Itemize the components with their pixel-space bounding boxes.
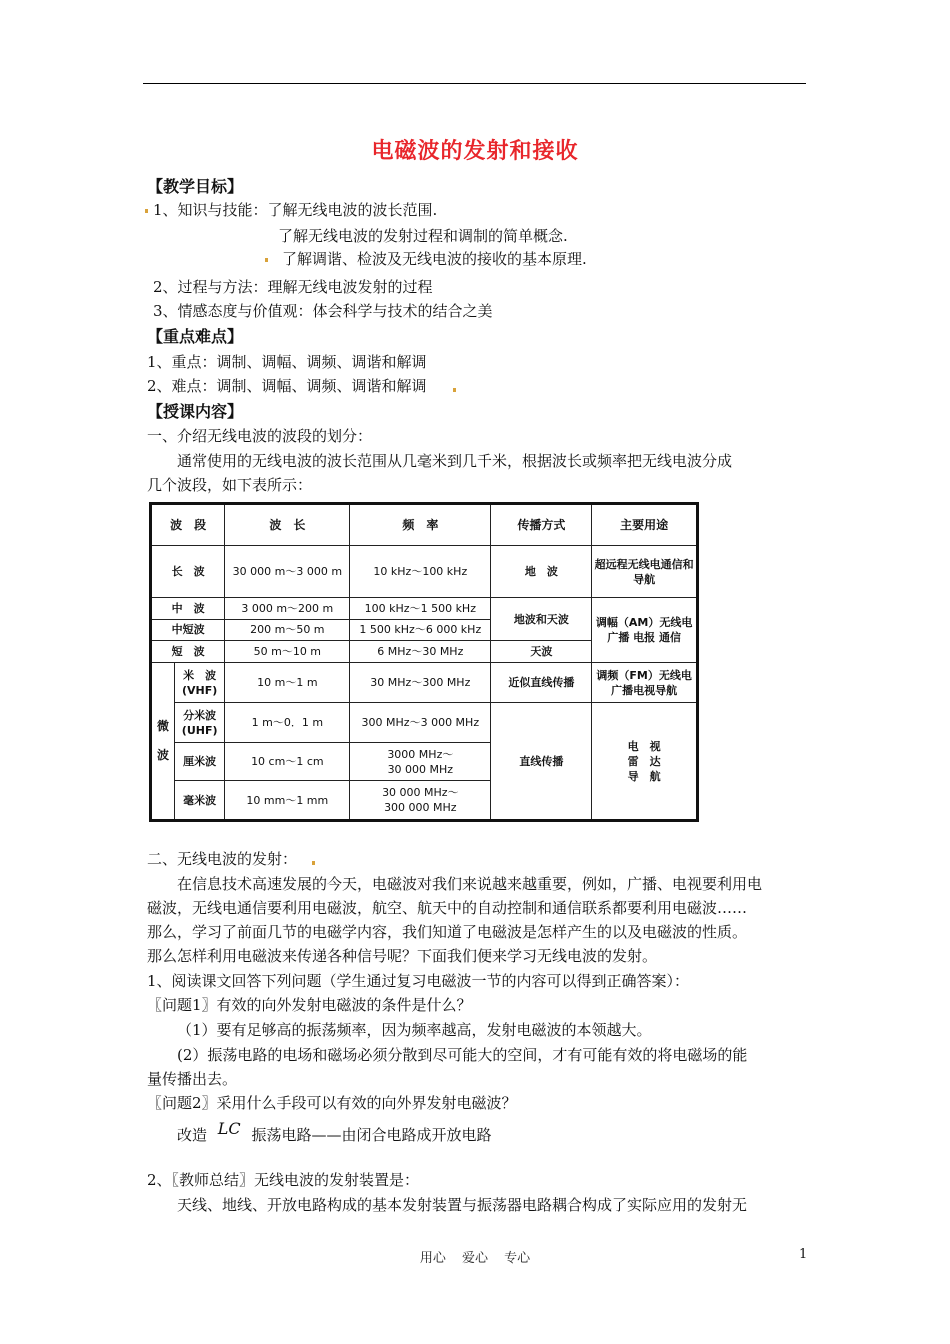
cell-wavelength: 10 mm～1 mm (225, 781, 350, 821)
summary-para: 天线、地线、开放电路构成的基本发射装置与振荡器电路耦合构成了实际应用的发射无 (177, 1196, 748, 1214)
cell-wavelength: 3 000 m～200 m (225, 598, 350, 620)
cell-microwave-label (151, 663, 175, 821)
cell-usage: 调幅（AM）无线电广播 电报 通信 (592, 598, 698, 663)
freq-line: 30 000 MHz (387, 762, 454, 776)
cell-wavelength: 1 m～0．1 m (225, 703, 350, 743)
cell-usage: 超远程无线电通信和导航 (592, 546, 698, 598)
table-header-row (151, 504, 698, 546)
goal-2: 2、过程与方法：理解无线电波发射的过程 (153, 278, 433, 296)
cell-wavelength: 10 cm～1 cm (225, 743, 350, 781)
col-usage: 主要用途 (592, 504, 698, 546)
cell-band (175, 703, 225, 743)
cell-band: 毫米波 (175, 781, 225, 821)
cell-wavelength: 200 m～50 m (225, 619, 350, 641)
cell-wavelength: 30 000 m～3 000 m (225, 546, 350, 598)
page-title: 电磁波的发射和接收 (371, 139, 579, 164)
cell-frequency (350, 743, 491, 781)
cell-band (175, 663, 225, 703)
mark-dot (453, 388, 456, 392)
footer-item: 用心 (419, 1251, 446, 1266)
lc-symbol: LC (217, 1119, 241, 1138)
part-1-para-line2: 几个波段，如下表所示： (147, 476, 313, 494)
answer-suffix: 振荡电路——由闭合电路成开放电路 (251, 1126, 492, 1144)
cell-frequency: 6 MHz～30 MHz (350, 641, 491, 663)
question-1-answer-1: （1）要有足够高的振荡频率，因为频率越高，发射电磁波的本领越大。 (177, 1021, 652, 1039)
col-wavelength: 波 长 (225, 504, 350, 546)
cell-propagation: 直线传播 (491, 703, 592, 821)
part-2-para-line3: 那么，学习了前面几节的电磁学内容，我们知道了电磁波是怎样产生的以及电磁波的性质。 (147, 923, 748, 941)
cell-band: 厘米波 (175, 743, 225, 781)
goal-3: 3、情感态度与价值观：体会科学与技术的结合之美 (153, 302, 493, 320)
teacher-summary: 2、〖教师总结〗无线电波的发射装置是： (147, 1171, 420, 1189)
cell-usage: 调频（FM）无线电广播电视导航 (592, 663, 698, 703)
cell-band: 中 波 (151, 598, 225, 620)
col-propagation: 传播方式 (491, 504, 592, 546)
freq-line: 3000 MHz～ (387, 747, 454, 761)
col-band: 波 段 (151, 504, 225, 546)
freq-line: 30 000 MHz～ (382, 786, 459, 799)
table-row (151, 663, 698, 703)
band-code: (UHF) (181, 723, 218, 737)
part-2-heading: 二、无线电波的发射： (147, 850, 298, 868)
usage-item: 导 航 (627, 769, 661, 783)
question-2-answer (177, 1119, 492, 1145)
cell-wavelength: 50 m～10 m (225, 641, 350, 663)
cell-band: 中短波 (151, 619, 225, 641)
table-row (151, 546, 698, 598)
microwave-char: 波 (156, 748, 169, 762)
goals-heading: 【教学目标】 (147, 177, 244, 196)
cell-propagation: 天波 (491, 641, 592, 663)
key-heading: 【重点难点】 (147, 327, 244, 346)
question-1-answer-2-cont: 量传播出去。 (147, 1070, 238, 1088)
cell-wavelength: 10 m～1 m (225, 663, 350, 703)
footer-item: 爱心 (461, 1251, 488, 1266)
cell-band: 长 波 (151, 546, 225, 598)
table-row (151, 598, 698, 620)
usage-item: 雷 达 (627, 754, 661, 768)
part-2-para-line1: 在信息技术高速发展的今天，电磁波对我们来说越来越重要，例如，广播、电视要利用电 (177, 875, 763, 893)
part-1-heading: 一、介绍无线电波的波段的划分： (147, 427, 373, 445)
answer-prefix: 改造 (177, 1126, 208, 1144)
part-2-para-line2: 磁波，无线电通信要利用电磁波，航空、航天中的自动控制和通信联系都要利用电磁波…… (147, 899, 748, 917)
table-row (151, 703, 698, 743)
cell-propagation: 地 波 (491, 546, 592, 598)
freq-line: 300 000 MHz (384, 801, 457, 814)
usage-item: 电 视 (627, 739, 661, 753)
microwave-char: 微 (156, 719, 169, 733)
cell-frequency: 100 kHz～1 500 kHz (350, 598, 491, 620)
goal-1c: 了解调谐、检波及无线电波的接收的基本原理. (282, 250, 587, 268)
mark-dot (312, 861, 315, 865)
band-code: (VHF) (182, 683, 218, 697)
goal-1b: 了解无线电波的发射过程和调制的简单概念. (278, 227, 568, 245)
question-1: 〖问题1〗有效的向外发射电磁波的条件是什么？ (147, 996, 472, 1014)
col-frequency: 频 率 (350, 504, 491, 546)
cell-band: 短 波 (151, 641, 225, 663)
band-name: 米 波 (183, 668, 217, 682)
page-number: 1 (799, 1247, 808, 1262)
content-heading: 【授课内容】 (147, 402, 244, 421)
cell-usage (592, 703, 698, 821)
part-1-para-line1: 通常使用的无线电波的波长范围从几毫米到几千米，根据波长或频率把无线电波分成 (177, 452, 733, 470)
cell-propagation: 近似直线传播 (491, 663, 592, 703)
question-2: 〖问题2〗采用什么手段可以有效的向外界发射电磁波？ (147, 1094, 517, 1112)
key-1: 1、重点：调制、调幅、调频、调谐和解调 (147, 353, 427, 371)
question-1-answer-2: (2）振荡电路的电场和磁场必须分散到尽可能大的空间，才有可能有效的将电磁场的能 (177, 1046, 748, 1064)
part-2-para-line4: 那么怎样利用电磁波来传递各种信号呢？下面我们便来学习无线电波的发射。 (147, 947, 658, 965)
cell-frequency: 300 MHz～3 000 MHz (350, 703, 491, 743)
band-name: 分米波 (183, 708, 217, 722)
question-intro: 1、阅读课文回答下列问题（学生通过复习电磁波一节的内容可以得到正确答案）： (147, 972, 690, 990)
mark-dot (145, 209, 148, 213)
page-footer (0, 1247, 950, 1266)
cell-frequency: 10 kHz～100 kHz (350, 546, 491, 598)
goal-1: 1、知识与技能：了解无线电波的波长范围. (153, 201, 438, 219)
header-rule (143, 83, 806, 84)
cell-propagation: 地波和天波 (491, 598, 592, 641)
mark-dot (265, 258, 268, 262)
key-2: 2、难点：调制、调幅、调频、调谐和解调 (147, 377, 427, 395)
cell-frequency (350, 781, 491, 821)
wave-band-table (149, 502, 699, 822)
cell-frequency: 1 500 kHz～6 000 kHz (350, 619, 491, 641)
footer-item: 专心 (504, 1251, 531, 1266)
cell-frequency: 30 MHz～300 MHz (350, 663, 491, 703)
